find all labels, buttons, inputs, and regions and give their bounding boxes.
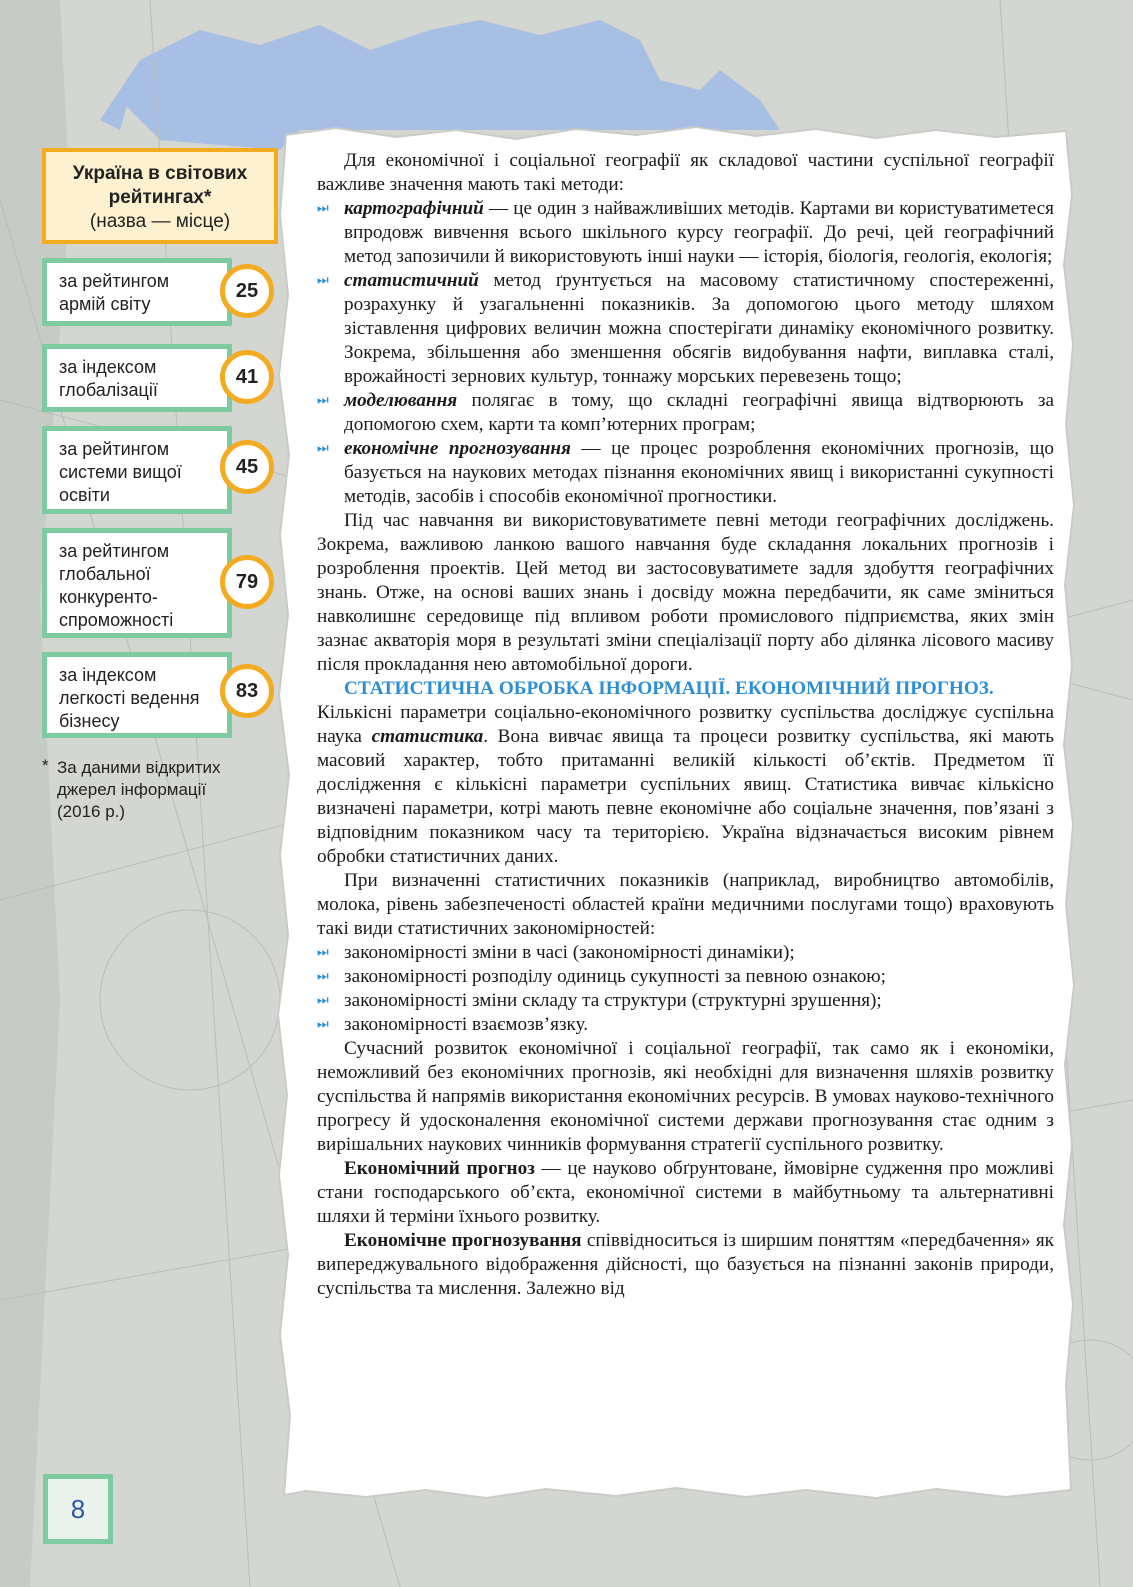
paragraph-text: — це науково обґрунтоване, ймовірне судження про можливі стани господарського об’єкта, економічної системи в майбутньому та альтернативні шляхи й терміни їхнього розвитку. <box>317 1158 1054 1227</box>
rating-card-armies <box>42 258 232 326</box>
list-item <box>317 941 1054 965</box>
rating-label: за індексом легкості ведення бізнесу <box>59 665 200 731</box>
bullet-icon: ⏭ <box>317 945 327 960</box>
rating-label: за рейтингом армій світу <box>59 271 170 314</box>
list-item-text: закономірності розподілу одиниць сукупності за певною ознакою; <box>344 966 886 987</box>
list-item-text: — це процес розроблення економічних прогнозів, що базується на наукових методах пізнання економічних явищ і використанні сукупності методів, засобів і способів економічної прогностики. <box>344 438 1054 507</box>
list-item-text: — це один з найважливіших методів. Картами ви користуватиметеся впродовж вивчення всього шкільного курсу географії. До речі, цей географічний метод запозичили й використовують інші науки — історія, біологія, геологія, екологія; <box>344 198 1054 267</box>
ratings-footnote <box>42 757 252 823</box>
main-text <box>317 149 1054 1301</box>
rating-card-globalization <box>42 344 232 412</box>
bullet-icon: ⏭ <box>317 969 327 984</box>
term: статистичний <box>344 270 479 291</box>
ratings-title-box <box>42 148 278 244</box>
list-item-text: полягає в тому, що складні географічні явища відтворюють за допомогою схем, карти та комп’ютерних програм; <box>344 390 1054 435</box>
list-item <box>317 965 1054 989</box>
rating-card-higher-education <box>42 426 232 514</box>
paragraph-text: Кількісні параметри соціально-економічного розвитку суспільства досліджує суспільна наука <box>317 702 1054 747</box>
rating-badge: 41 <box>220 350 274 404</box>
bullet-icon: ⏭ <box>317 273 327 288</box>
ratings-subtitle: (назва — місце) <box>89 211 231 232</box>
paragraph: Сучасний розвиток економічної і соціальної географії, так само як і економіки, неможливий без економічних прогнозів, які необхідні для визначення шляхів розвитку суспільства й напрямів використання економічних ресурсів. В умовах науково-технічного прогресу й удосконалення економічної системи держави прогнозування стає одним з вирішальних наукових чинників формування стратегії суспільного розвитку. <box>317 1038 1054 1155</box>
paragraph: При визначенні статистичних показників (наприклад, виробництво автомобілів, молока, рівень забезпеченості областей країни медичними послугами тощо) враховують такі види статистичних закономірностей: <box>317 870 1054 939</box>
list-item <box>317 269 1054 389</box>
bullet-icon: ⏭ <box>317 393 327 408</box>
paragraph-text: співвідноситься із ширшим поняттям «передбачення» як випереджувального відображення дійсності, що базується на пізнанні законів природи, суспільства та мислення. Залежно від <box>317 1230 1054 1299</box>
rating-badge: 45 <box>220 440 274 494</box>
list-item <box>317 437 1054 509</box>
term: статистика <box>371 726 484 747</box>
section-heading: СТАТИСТИЧНА ОБРОБКА ІНФОРМАЦІЇ. ЕКОНОМІЧНИЙ ПРОГНОЗ. <box>344 678 994 699</box>
bullet-icon: ⏭ <box>317 1017 327 1032</box>
rating-label: за рейтингом глобальної конкуренто-спроможності <box>59 541 174 630</box>
bullet-icon: ⏭ <box>317 201 327 216</box>
rating-card-competitiveness <box>42 528 232 638</box>
list-item <box>317 1013 1054 1037</box>
footnote-text: За даними відкритих джерел інформації (2016 р.) <box>57 758 221 821</box>
paragraph <box>317 1157 1054 1229</box>
term: економічне прогнозування <box>344 438 571 459</box>
footnote-star: * <box>42 756 49 775</box>
bullet-icon: ⏭ <box>317 993 327 1008</box>
list-item <box>317 389 1054 437</box>
rating-label: за індексом глобалізації <box>59 357 158 400</box>
term: Економічне прогнозування <box>344 1230 582 1251</box>
page-number: 8 <box>43 1474 113 1544</box>
term: моделювання <box>344 390 458 411</box>
list-item-text: закономірності взаємозв’язку. <box>344 1014 589 1035</box>
rating-badge: 25 <box>220 264 274 318</box>
paragraph <box>317 1229 1054 1301</box>
list-item-text: закономірності зміни в часі (закономірності динаміки); <box>344 942 795 963</box>
rating-badge: 79 <box>220 555 274 609</box>
rating-label: за рейтингом системи вищої освіти <box>59 439 182 505</box>
paragraph: Для економічної і соціальної географії як складової частини суспільної географії важливе значення мають такі методи: <box>317 150 1054 195</box>
term: Економічний прогноз <box>344 1158 535 1179</box>
rating-badge: 83 <box>220 664 274 718</box>
rating-card-doing-business <box>42 652 232 738</box>
ratings-title: Україна в світових рейтингах* <box>72 163 248 208</box>
paragraph-text: . Вона вивчає явища та процеси розвитку суспільства, які мають масовий характер, тобто притаманні великій кількості об’єктів. Предметом її дослідження є кількісні параметри суспільних явищ. Статистика вивчає кількісно визначені параметри, котрі мають певне економічне або соціальне значення, пов’язані з відповідним показником часу та територією. Україна відзначається високим рівнем обробки статистичних даних. <box>317 726 1055 867</box>
paragraph <box>317 701 1054 869</box>
list-item-text: метод ґрунтується на масовому статистичному спостереженні, розрахунку й узагальненні показників. За допомогою цього методу шляхом зіставлення цифрових величин можна спостерігати динаміку економічного розвитку. Зокрема, збільшення або зменшення обсягів видобування нафти, виплавка сталі, врожайності зернових культур, тоннажу морських перевезень тощо; <box>344 270 1054 387</box>
term: картографічний <box>344 198 484 219</box>
paragraph: Під час навчання ви використовуватимете певні методи географічних досліджень. Зокрема, важливою ланкою вашого навчання буде складання локальних прогнозів і розроблення проектів. Цей метод ви застосовуватимете задля здобуття географічних знань. Отже, на основі ваших знань і досвіду можна передбачити, як саме зміниться навколишнє середовище під впливом роботи промислового підприємства, яких змін зазнає акваторія моря в результаті зміни спеціалізації порту або ділянка лісового масиву після прокладання нею автомобільної дороги. <box>317 510 1054 675</box>
bullet-icon: ⏭ <box>317 441 327 456</box>
list-item-text: закономірності зміни складу та структури (структурні зрушення); <box>344 990 882 1011</box>
list-item <box>317 197 1054 269</box>
list-item <box>317 989 1054 1013</box>
